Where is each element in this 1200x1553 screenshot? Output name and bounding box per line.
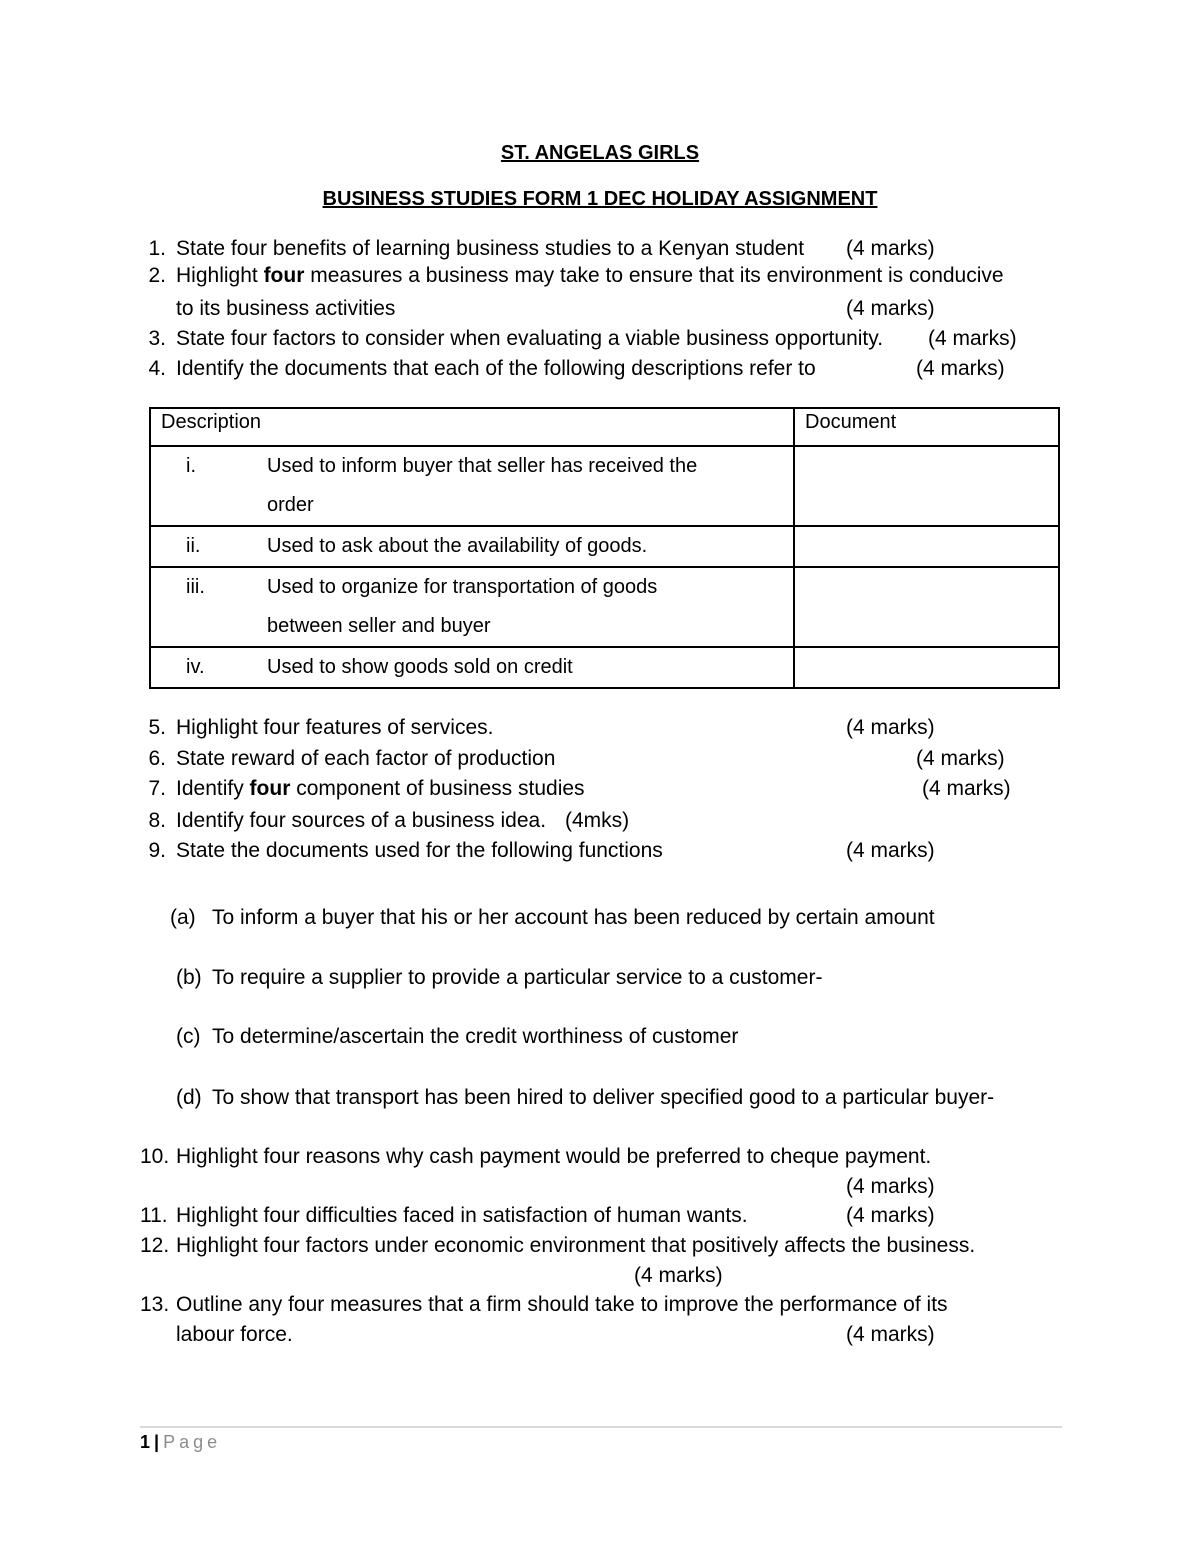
question-number: 3.	[148, 327, 166, 350]
question-11-marks: (4 marks)	[846, 1204, 935, 1227]
row-description: Used to show goods sold on credit	[267, 656, 573, 678]
question-number: 11.	[140, 1204, 168, 1227]
question-text: Highlight four factors under economic environment that positively affects the business.	[176, 1234, 976, 1257]
question-12-marks: (4 marks)	[634, 1264, 723, 1287]
function-text: To show that transport has been hired to deliver specified good to a particular buyer-	[212, 1086, 995, 1109]
question-1-marks: (4 marks)	[846, 237, 935, 260]
documents-table	[149, 407, 1060, 689]
question-text: State four benefits of learning business studies to a Kenyan student	[176, 237, 805, 260]
question-6-marks: (4 marks)	[916, 747, 1005, 770]
question-number: 12.	[140, 1234, 170, 1257]
question-2-marks: (4 marks)	[846, 297, 935, 320]
row-number: iv.	[186, 656, 205, 678]
row-number: i.	[186, 455, 196, 477]
question-13-marks: (4 marks)	[846, 1323, 935, 1346]
question-text: Highlight four measures a business may take to ensure that its environment is conducive	[176, 264, 1004, 287]
question-13-continuation: labour force.	[176, 1323, 293, 1346]
question-number: 5.	[148, 716, 166, 739]
question-text: Identify four component of business studies	[176, 777, 585, 800]
footer-divider	[140, 1426, 1062, 1428]
page-footer	[140, 1432, 221, 1453]
table-row	[150, 647, 1059, 688]
header-document: Document	[794, 408, 1059, 446]
function-text: To inform a buyer that his or her account has been reduced by certain amount	[212, 906, 935, 929]
question-text: State four factors to consider when evaluating a viable business opportunity.	[176, 327, 884, 350]
row-description: Used to organize for transportation of goods between seller and buyer	[267, 576, 658, 637]
table-row	[150, 567, 1059, 647]
question-9-marks: (4 marks)	[846, 839, 935, 862]
document-answer-cell[interactable]	[794, 567, 1059, 647]
footer-separator: |	[154, 1432, 160, 1452]
question-10-marks: (4 marks)	[846, 1175, 935, 1198]
row-description: Used to ask about the availability of goods.	[267, 535, 648, 557]
question-text: Identify four sources of a business idea.	[176, 809, 547, 832]
function-text: To determine/ascertain the credit worthiness of customer	[212, 1025, 739, 1048]
function-item	[170, 906, 935, 930]
function-label: (b)	[176, 966, 202, 989]
question-text: Highlight four difficulties faced in satisfaction of human wants.	[176, 1204, 748, 1227]
question-text: State the documents used for the following functions	[176, 839, 663, 862]
question-text: Highlight four reasons why cash payment would be preferred to cheque payment.	[176, 1145, 932, 1168]
page-label: Page	[163, 1432, 222, 1452]
table-header-row	[150, 408, 1059, 446]
question-number: 9.	[148, 839, 166, 862]
emphasis-word: four	[249, 777, 291, 800]
row-number: ii.	[186, 535, 201, 557]
document-answer-cell[interactable]	[794, 526, 1059, 567]
function-label: (d)	[176, 1086, 202, 1109]
function-label: (c)	[176, 1025, 201, 1048]
question-number: 2.	[148, 264, 166, 287]
document-answer-cell[interactable]	[794, 446, 1059, 526]
question-3-marks: (4 marks)	[928, 327, 1017, 350]
document-answer-cell[interactable]	[794, 647, 1059, 688]
question-number: 1.	[148, 237, 166, 260]
question-number: 13.	[140, 1293, 170, 1316]
row-description: Used to inform buyer that seller has received the order	[267, 455, 698, 516]
row-number: iii.	[186, 576, 205, 598]
question-number: 8.	[148, 809, 166, 832]
assignment-title: BUSINESS STUDIES FORM 1 DEC HOLIDAY ASSIGNMENT	[322, 188, 878, 210]
question-2-continuation: to its business activities	[176, 297, 396, 320]
table-row	[150, 446, 1059, 526]
page-number: 1	[140, 1432, 151, 1452]
function-label: (a)	[170, 906, 196, 929]
question-4-marks: (4 marks)	[916, 357, 1005, 380]
question-7-marks: (4 marks)	[922, 777, 1011, 800]
function-item	[176, 1025, 739, 1049]
question-text: Highlight four features of services.	[176, 716, 494, 739]
function-item	[176, 1086, 995, 1110]
header-description: Description	[150, 408, 794, 446]
school-title: ST. ANGELAS GIRLS	[500, 142, 700, 164]
function-item	[176, 966, 823, 990]
question-5-marks: (4 marks)	[846, 716, 935, 739]
question-8-marks: (4mks)	[565, 809, 630, 832]
function-text: To require a supplier to provide a particular service to a customer-	[212, 966, 823, 989]
question-number: 7.	[148, 777, 166, 800]
question-number: 10.	[140, 1145, 170, 1168]
question-text: State reward of each factor of production	[176, 747, 556, 770]
table-row	[150, 526, 1059, 567]
emphasis-word: four	[263, 264, 305, 287]
question-text: Outline any four measures that a firm should take to improve the performance of its	[176, 1293, 948, 1316]
question-number: 4.	[148, 357, 166, 380]
question-number: 6.	[148, 747, 166, 770]
question-text: Identify the documents that each of the following descriptions refer to	[176, 357, 816, 380]
